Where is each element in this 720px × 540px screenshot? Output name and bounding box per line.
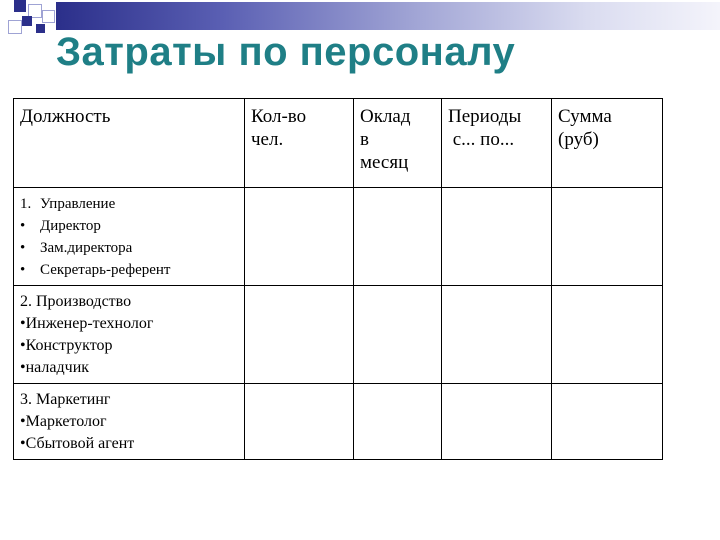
decorative-square (8, 20, 22, 34)
header-line: Кол-во (251, 106, 307, 127)
header-line: Сумма (558, 106, 612, 127)
staff-cost-table (13, 98, 663, 460)
header-periods (442, 99, 552, 188)
position-list (20, 411, 240, 455)
bullet-icon: • (20, 337, 26, 354)
position-name: Директор (40, 218, 101, 234)
slide-title: Затраты по персоналу (56, 30, 516, 74)
position-name: Секретарь-референт (40, 262, 171, 278)
bullet-icon: • (20, 240, 26, 256)
header-line: с... по... (448, 129, 515, 150)
header-monthly-salary (354, 99, 442, 188)
list-marker: 1. (20, 196, 32, 212)
list-item (20, 357, 240, 379)
header-headcount (245, 99, 354, 188)
table-row (14, 384, 663, 460)
category-cell (14, 188, 245, 286)
amount-cell[interactable] (552, 286, 663, 384)
bullet-icon: • (20, 413, 26, 430)
table-row (14, 286, 663, 384)
header-line: (руб) (558, 129, 599, 150)
header-line: месяц (360, 152, 409, 173)
headcount-cell[interactable] (245, 384, 354, 460)
category-cell (14, 384, 245, 460)
header-line: в (360, 129, 369, 150)
header-amount (552, 99, 663, 188)
category-cell (14, 286, 245, 384)
bullet-icon: • (20, 218, 26, 234)
header-line: Должность (20, 106, 111, 127)
period-cell[interactable] (442, 384, 552, 460)
bullet-icon: • (20, 262, 26, 278)
list-item (20, 259, 240, 281)
period-cell[interactable] (442, 188, 552, 286)
decorative-square (36, 24, 45, 33)
amount-cell[interactable] (552, 384, 663, 460)
salary-cell[interactable] (354, 286, 442, 384)
category-name: Управление (40, 196, 116, 212)
position-name: Сбытовой агент (25, 435, 135, 452)
bullet-icon: • (20, 435, 26, 452)
category-name: 2. Производство (20, 293, 132, 310)
decorative-square (22, 16, 32, 26)
decorative-square (14, 0, 26, 12)
bullet-icon: • (20, 359, 26, 376)
headcount-cell[interactable] (245, 286, 354, 384)
salary-cell[interactable] (354, 188, 442, 286)
header-line: Оклад (360, 106, 411, 127)
gradient-bar (56, 2, 720, 30)
position-name: Зам.директора (40, 240, 133, 256)
position-list (20, 215, 240, 281)
decorative-square (42, 10, 55, 23)
category-name: 3. Маркетинг (20, 391, 111, 408)
table-header-row (14, 99, 663, 188)
period-cell[interactable] (442, 286, 552, 384)
position-name: наладчик (25, 359, 90, 376)
salary-cell[interactable] (354, 384, 442, 460)
position-name: Инженер-технолог (25, 315, 154, 332)
header-line: чел. (251, 129, 284, 150)
list-item (20, 215, 240, 237)
list-item (20, 335, 240, 357)
position-name: Маркетолог (25, 413, 107, 430)
table-row (14, 188, 663, 286)
list-item (20, 411, 240, 433)
position-name: Конструктор (25, 337, 113, 354)
list-item (20, 433, 240, 455)
position-list (20, 313, 240, 379)
bullet-icon: • (20, 315, 26, 332)
category-label (20, 193, 240, 215)
header-line: Периоды (448, 106, 522, 127)
amount-cell[interactable] (552, 188, 663, 286)
header-position (14, 99, 245, 188)
list-item (20, 313, 240, 335)
list-item (20, 237, 240, 259)
headcount-cell[interactable] (245, 188, 354, 286)
